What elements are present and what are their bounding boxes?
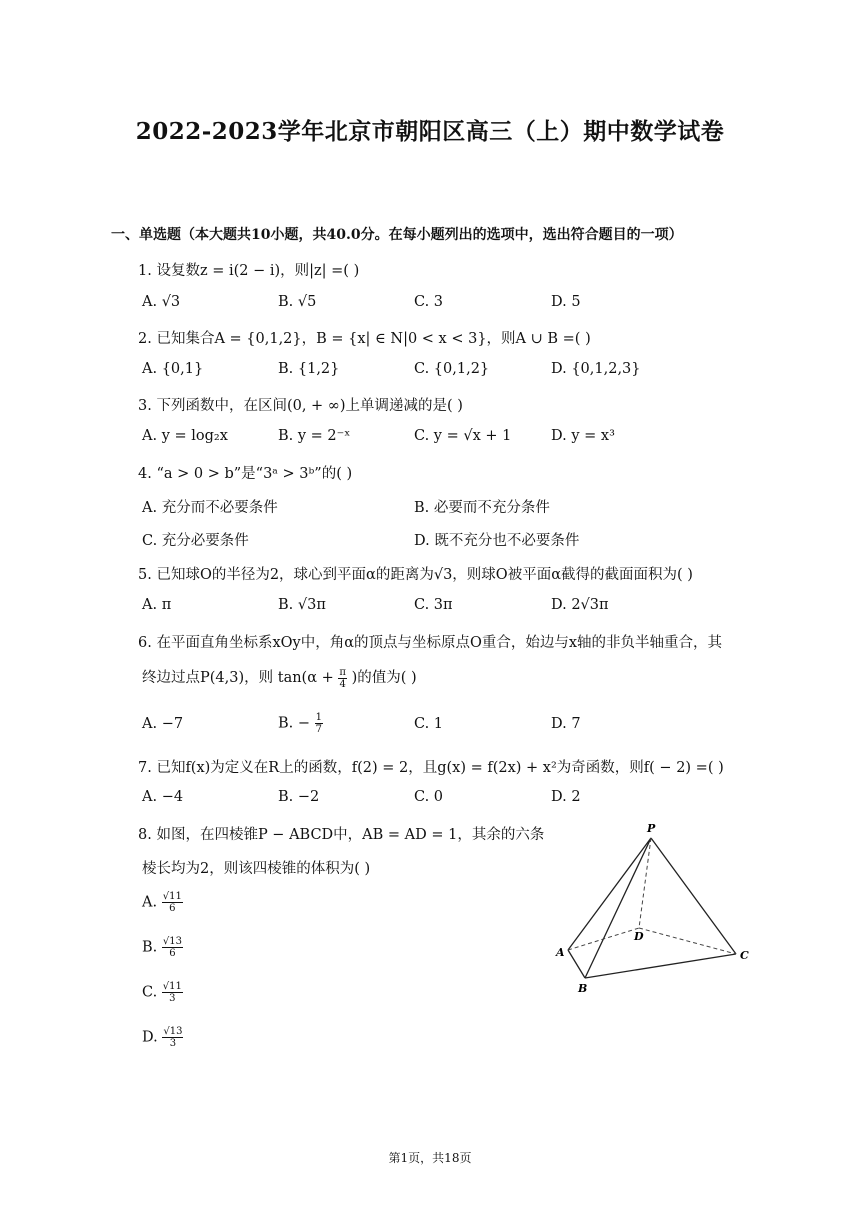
q8-option-d [142, 1026, 183, 1049]
pyramid-figure [548, 818, 758, 998]
q6-option-b-numerator: 1 [315, 712, 323, 723]
q1-option-d: D. 5 [551, 294, 581, 310]
q8-option-c [142, 981, 183, 1004]
q5-option-c: C. 3π [414, 597, 453, 613]
q8-option-a-denominator: 6 [169, 903, 176, 914]
q5-option-a: A. π [142, 597, 172, 613]
q1-option-c: C. 3 [414, 294, 444, 310]
question-2-stem: 2. 已知集合A = {0,1,2}，B = {x| ∈ N|0 < x < 3}，则A ∪ B =( ) [138, 331, 591, 347]
q2-option-d: D. {0,1,2,3} [551, 361, 641, 377]
q1-option-b: B. √5 [278, 294, 317, 310]
q3-option-d: D. y = x³ [551, 428, 615, 444]
q8-option-c-fraction [162, 981, 183, 1004]
page-title: 2022-2023学年北京市朝阳区高三（上）期中数学试卷 [135, 118, 725, 145]
vertex-label-c: C [740, 949, 749, 962]
q1-option-a: A. √3 [142, 294, 181, 310]
q2-option-a: A. {0,1} [142, 361, 204, 377]
q7-option-c: C. 0 [414, 789, 444, 805]
q6-pi-over-4-fraction [338, 667, 347, 690]
q7-option-d: D. 2 [551, 789, 581, 805]
q5-option-d: D. 2√3π [551, 597, 609, 613]
q2-option-b: B. {1,2} [278, 361, 340, 377]
edge-pc [651, 838, 736, 954]
q6-option-b-label: B. − [278, 715, 311, 732]
q8-option-c-label: C. [142, 984, 158, 1001]
q4-option-c: C. 充分必要条件 [142, 533, 249, 549]
section-heading: 一、单选题（本大题共10小题，共40.0分。在每小题列出的选项中，选出符合题目的一项） [111, 227, 683, 243]
question-6-stem-line1: 6. 在平面直角坐标系xOy中，角α的顶点与坐标原点O重合，始边与x轴的非负半轴重合，其 [138, 635, 723, 651]
q8-option-c-denominator: 3 [169, 993, 176, 1004]
q6-option-b-fraction [315, 712, 323, 735]
edge-ab [568, 950, 585, 978]
edge-bc [585, 954, 736, 978]
q8-option-b-label: B. [142, 939, 158, 956]
q7-option-b: B. −2 [278, 789, 320, 805]
q3-option-c: C. y = √x + 1 [414, 428, 512, 444]
q8-option-b-numerator: √13 [162, 936, 182, 947]
q4-option-a: A. 充分而不必要条件 [142, 500, 278, 516]
question-1-stem: 1. 设复数z = i(2 − i)，则|z| =( ) [138, 263, 360, 279]
q5-option-b: B. √3π [278, 597, 326, 613]
q6-stem-text-b: )的值为( ) [351, 670, 417, 686]
q6-stem-text-a: 终边过点P(4,3)，则 tan(α + [142, 670, 334, 686]
q8-option-a-numerator: √11 [162, 891, 182, 902]
q8-option-a-fraction [162, 891, 183, 914]
q6-fraction-denominator: 4 [339, 678, 346, 690]
question-8-stem-line2: 棱长均为2，则该四棱锥的体积为( ) [142, 861, 371, 877]
question-5-stem: 5. 已知球O的半径为2，球心到平面α的距离为√3，则球O被平面α截得的截面面积为( ) [138, 567, 693, 583]
q8-option-d-numerator: √13 [163, 1026, 183, 1037]
q4-option-d: D. 既不充分也不必要条件 [414, 533, 580, 549]
vertex-label-b: B [578, 982, 588, 995]
q8-option-a-label: A. [142, 894, 158, 911]
q6-option-a: A. −7 [142, 716, 184, 732]
q8-option-b [142, 936, 183, 959]
q8-option-b-fraction [162, 936, 183, 959]
q6-option-d: D. 7 [551, 716, 581, 732]
vertex-label-a: A [556, 946, 565, 959]
vertex-label-d: D [634, 930, 644, 943]
q4-option-b: B. 必要而不充分条件 [414, 500, 550, 516]
q7-option-a: A. −4 [142, 789, 184, 805]
q8-option-d-denominator: 3 [169, 1038, 177, 1049]
q6-option-b-denominator: 7 [315, 724, 323, 735]
q8-option-d-label: D. [142, 1029, 158, 1046]
question-7-stem: 7. 已知f(x)为定义在R上的函数，f(2) = 2，且g(x) = f(2x) + x²为奇函数，则f( − 2) =( ) [138, 760, 724, 776]
q6-option-c: C. 1 [414, 716, 444, 732]
edge-ad-hidden [568, 928, 639, 950]
q3-option-a: A. y = log₂x [142, 428, 228, 444]
q8-option-d-fraction [162, 1026, 183, 1049]
edge-dc-hidden [639, 928, 736, 954]
page-footer: 第1页，共18页 [388, 1151, 472, 1165]
question-6-stem-line2 [142, 666, 417, 690]
edge-pb [585, 838, 651, 978]
q6-fraction-numerator: π [339, 666, 346, 678]
q8-option-a [142, 891, 183, 914]
q3-option-b: B. y = 2⁻ˣ [278, 428, 351, 444]
q8-option-b-denominator: 6 [169, 948, 176, 959]
vertex-label-p: P [647, 822, 656, 835]
q8-option-c-numerator: √11 [162, 981, 182, 992]
q2-option-c: C. {0,1,2} [414, 361, 490, 377]
question-3-stem: 3. 下列函数中，在区间(0, + ∞)上单调递减的是( ) [138, 398, 463, 414]
question-4-stem: 4. “a > 0 > b”是“3ᵃ > 3ᵇ”的( ) [138, 466, 353, 482]
q6-option-b [278, 712, 323, 735]
question-8-stem-line1: 8. 如图，在四棱锥P − ABCD中，AB = AD = 1，其余的六条 [138, 827, 545, 843]
